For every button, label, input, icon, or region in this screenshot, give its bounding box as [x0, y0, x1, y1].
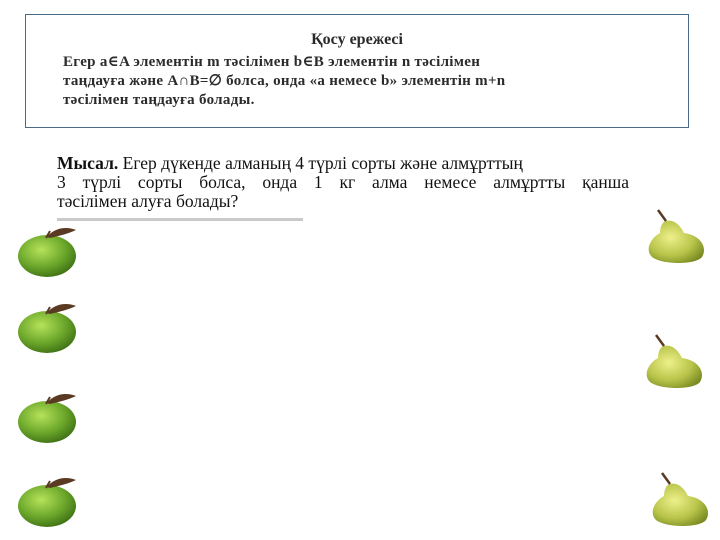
- apple-image: [14, 472, 82, 528]
- addition-rule-box: [25, 14, 689, 128]
- example-text: [57, 154, 629, 211]
- apple-image: [14, 222, 82, 278]
- example-line-1: Егер дүкенде алманың 4 түрлі сорты және алмұрттың: [122, 153, 523, 173]
- example-underline: [57, 218, 303, 221]
- rule-title: Қосу ережесі: [311, 31, 403, 48]
- rule-line: таңдауға және A∩B=∅ болса, онда «a немесе b» элементін m+n: [63, 73, 506, 89]
- rule-text: [63, 53, 683, 110]
- pear-image: [644, 207, 710, 265]
- example-line-3: тәсілімен алуға болады?: [57, 191, 239, 211]
- apple-image: [14, 298, 82, 354]
- pear-image: [642, 332, 708, 390]
- example-line-2: 3 түрлі сорты болса, онда 1 кг алма немесе алмұртты қанша: [57, 172, 629, 192]
- pear-image: [648, 470, 714, 528]
- example-line: [57, 154, 629, 173]
- apple-image: [14, 388, 82, 444]
- rule-line: тәсілімен таңдауға болады.: [63, 92, 255, 108]
- rule-line: Егер a∈A элементін m тәсілімен b∈B элементін n тәсілімен: [63, 54, 481, 70]
- example-label: Мысал.: [57, 153, 119, 173]
